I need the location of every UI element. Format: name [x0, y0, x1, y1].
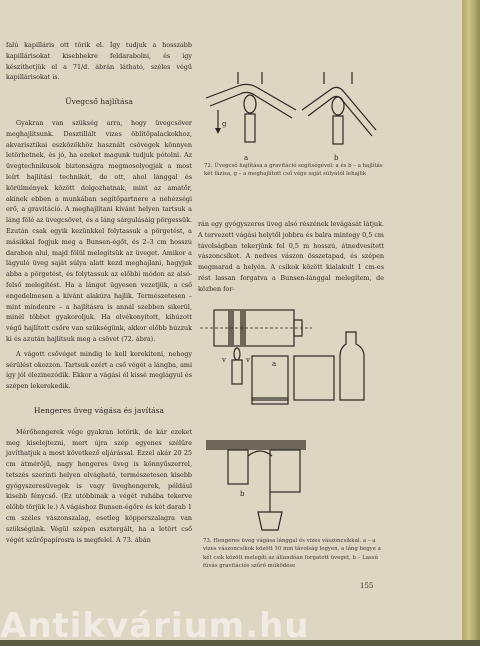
arrow-head-icon: [215, 128, 221, 134]
paragraph: Gyakran van szükség arra, hogy üvegcsöver meghajlítsunk. Desztillált vizes öblítőpalackokhoz, akvarisztikai eszközökhöz használt csövegek könnyen letörhetnek, és jó, ha ezeket magunk tudjuk pótolni. Az üvegtechnikusok biztonságra megmosolyogják a most leírt hajlítási technikát, de ott, ahol lánggal és körülmények között dolgozhatnak, mint az amatőr, akinek ebben a munkában segítőpartnere a nehézségi erő, a gravitáció. A meghajlítani kívánt helyen tartsuk a láng fölé az üvegcsövet, és a láng sárgulásáig pörgessük. Ezután csak egyik kezünkkel folytassuk a pörgetést, a másikkal fogjuk meg a Bunsen-égőt, és 2–3 cm hosszú darabon alul, majd fölül melegítsük az üveget. Amikor a lágyuló üveg saját súlya alatt kezd meghajlani, hagyjuk abba a pörgetést, és folytassuk az előbbi módon az alsó-felső melegítést. Ha a lángot ügyesen vezetjük, a cső engedelmesen a kívánt alakúra hajlik. Természetesen – mint mindenre – a hajlításra is annál szebben sikerül, minél többet gyakoroljuk. Ha elvékonyított, kihúzott végű hajlított csőre van szükségünk, akkor előbb húzzuk ki és azután hajlítsuk meg a csövet (72. ábra).: [6, 118, 192, 343]
flame-icon: [244, 95, 256, 113]
paragraph: rán egy gyógyszeres üveg alsó részének levágását látjuk. A tervezett vágási helytől jobbra és balra mintegy 0,5 cm távolságban tekerjünk fel 0,5 m hosszú, átnedvesített vászoncsíkot. A nedves vászon összetapad, és szépen megmarad a helyén. A csíkok között kialakult 1 cm-es rést lassan forgatva a Bunsen-lánggal melegítem, de közben for-: [198, 220, 384, 293]
section-heading: Hengeres üveg vágása és javítása: [33, 405, 165, 415]
paragraph: Mérőhengerek vége gyakran letörik, de kár ezeket meg kiselejtezni, mert újra szép egyenes szélűre javíthatjuk a most következő eljárással. Ezzel akár 20 25 cm átmérőjű, nagy hengeres üveg is könnyűszerrel, tetszés szerinti helyen elvágható, természetesen kisebb gyógyszeresüvegek is vagy üveghengerek, például kisebb fénycső. (Ez utóbbinak a végét ruhába tekerve előbb törjük le.) A vágáshoz Bunsen-égőre és két darab 1 cm széles vászonszalag, esetleg köpperszalagra van szükségünk. Végül szépen esztergált, ha a letört cső végét szűrőpapírosra is megfelel. A 73. ábán: [6, 427, 192, 544]
shelf-board: [206, 440, 306, 450]
section-heading: Üvegcső hajlítása: [65, 97, 133, 107]
figure-73-caption: 73. Hengeres üveg vágása lánggal és vizes vászoncsíkkal. a – a vizes vászoncsíkok között 10 mm távolság legyen, a láng hegye a két csík között melegíti az állandóan forgatott üveget, b – Lassú fúvás gravitációs szűrő működése: [203, 538, 381, 570]
figure-72-caption: 72. Üvegcső hajlítása a gravitáció segítségével: a és b – a hajlítás két fázisa, g – a meghajlított cső vége saját súlyától lehajlik: [204, 163, 383, 178]
bunsen-burner-icon: [232, 360, 242, 384]
watermark: Antikvárium.hu: [0, 606, 310, 646]
glass-tube-bent: [206, 84, 296, 110]
beaker-icon: [258, 512, 282, 530]
flame-icon: [234, 348, 240, 360]
jar-icon: [228, 450, 248, 484]
cut-glass-rim: [252, 398, 288, 404]
figure-72-glass-bending: [198, 70, 398, 162]
bunsen-burner-icon: [245, 114, 255, 142]
right-text-column: [198, 219, 384, 295]
siphon-tube: [248, 451, 272, 456]
figure-73-cylinder-cutting: [200, 296, 380, 536]
figure-label: a: [244, 154, 249, 162]
book-edge: [462, 0, 480, 640]
cut-glass-piece: [294, 356, 334, 400]
flame-icon: [332, 97, 344, 115]
figure-label: b: [334, 154, 339, 162]
bottle-outline: [340, 332, 364, 400]
container-icon: [270, 450, 300, 492]
figure-label: a: [272, 360, 277, 368]
cut-glass-piece: [252, 356, 288, 400]
bunsen-burner-icon: [333, 116, 343, 144]
paragraph: A vágott csővéget mindig le kell kerekíteni, nehogy sérülést okozzon. Tartsuk ezért a cső végét a lángba, ami így jól élezinezódik. Ekkor a vágási él kissé meglágyul és szépen lekerekedik.: [6, 349, 192, 391]
figure-label: v: [222, 356, 226, 364]
paragraph: falú kapilláris ott törik el. Így tudjuk a hosszabb kapillárisokat kisebbekre feldarabolni, és így készíthetjük el a 71/d. ábrán látható, széles végű kapillárisokat is.: [6, 41, 192, 82]
figure-label: b: [240, 490, 245, 498]
page-number: 155: [360, 582, 374, 590]
figure-label: v: [246, 356, 250, 364]
figure-label: g: [222, 120, 227, 128]
glass-tube-bent: [302, 87, 376, 130]
left-text-column: [6, 40, 192, 545]
